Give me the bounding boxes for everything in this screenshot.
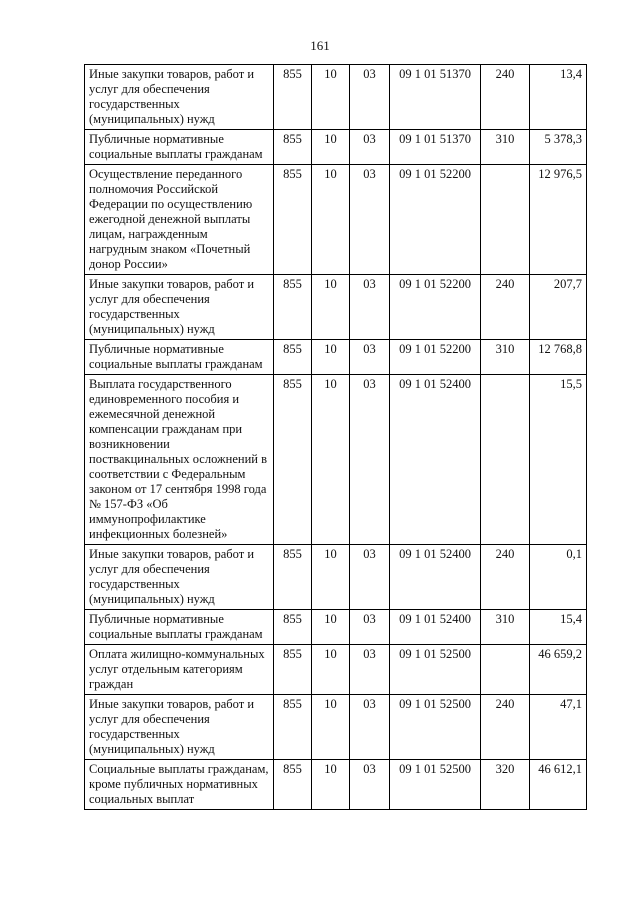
expense-type-cell: 320 (481, 760, 530, 810)
amount-cell: 12 768,8 (530, 340, 587, 375)
ministry-code-cell: 855 (274, 645, 312, 695)
subsection-code-cell: 03 (350, 375, 390, 545)
target-code-cell: 09 1 01 52400 (390, 375, 481, 545)
amount-cell: 5 378,3 (530, 130, 587, 165)
section-code-cell: 10 (312, 275, 350, 340)
amount-cell: 12 976,5 (530, 165, 587, 275)
page-number: 161 (310, 38, 330, 53)
ministry-code-cell: 855 (274, 340, 312, 375)
subsection-code-cell: 03 (350, 275, 390, 340)
expense-name-cell: Иные закупки товаров, работ и услуг для обеспечения государственных (муниципальных) нужд (85, 695, 274, 760)
expense-type-cell: 310 (481, 130, 530, 165)
expense-type-cell: 310 (481, 340, 530, 375)
amount-cell: 0,1 (530, 545, 587, 610)
expense-name-cell: Иные закупки товаров, работ и услуг для обеспечения государственных (муниципальных) нужд (85, 545, 274, 610)
amount-cell: 207,7 (530, 275, 587, 340)
table-row (85, 645, 587, 695)
expense-name-cell: Иные закупки товаров, работ и услуг для обеспечения государственных (муниципальных) нужд (85, 65, 274, 130)
target-code-cell: 09 1 01 51370 (390, 65, 481, 130)
table-row (85, 65, 587, 130)
table-row (85, 165, 587, 275)
amount-cell: 46 612,1 (530, 760, 587, 810)
expense-type-cell (481, 165, 530, 275)
table-row (85, 340, 587, 375)
target-code-cell: 09 1 01 51370 (390, 130, 481, 165)
ministry-code-cell: 855 (274, 165, 312, 275)
target-code-cell: 09 1 01 52500 (390, 645, 481, 695)
expense-name-cell: Публичные нормативные социальные выплаты гражданам (85, 130, 274, 165)
section-code-cell: 10 (312, 130, 350, 165)
ministry-code-cell: 855 (274, 760, 312, 810)
amount-cell: 15,5 (530, 375, 587, 545)
ministry-code-cell: 855 (274, 275, 312, 340)
table-row (85, 695, 587, 760)
expense-name-cell: Оплата жилищно-коммунальных услуг отдельным категориям граждан (85, 645, 274, 695)
expense-type-cell: 240 (481, 695, 530, 760)
section-code-cell: 10 (312, 695, 350, 760)
expense-type-cell: 240 (481, 545, 530, 610)
section-code-cell: 10 (312, 760, 350, 810)
subsection-code-cell: 03 (350, 645, 390, 695)
table-row (85, 130, 587, 165)
expense-name-cell: Выплата государственного единовременного пособия и ежемесячной денежной компенсации гражданам при возникновении поствакцинальных осложнений в соответствии с Федеральным законом от 17 сентября 1998 года № 157-ФЗ «Об иммунопрофилактике инфекционных болезней» (85, 375, 274, 545)
target-code-cell: 09 1 01 52500 (390, 695, 481, 760)
expense-name-cell: Осуществление переданного полномочия Российской Федерации по осуществлению ежегодной денежной выплаты лицам, награжденным нагрудным знаком «Почетный донор России» (85, 165, 274, 275)
expense-name-cell: Публичные нормативные социальные выплаты гражданам (85, 340, 274, 375)
section-code-cell: 10 (312, 340, 350, 375)
subsection-code-cell: 03 (350, 760, 390, 810)
expense-name-cell: Публичные нормативные социальные выплаты гражданам (85, 610, 274, 645)
table-body (85, 65, 587, 810)
section-code-cell: 10 (312, 545, 350, 610)
table-row (85, 760, 587, 810)
subsection-code-cell: 03 (350, 65, 390, 130)
section-code-cell: 10 (312, 165, 350, 275)
target-code-cell: 09 1 01 52200 (390, 340, 481, 375)
amount-cell: 46 659,2 (530, 645, 587, 695)
table-row (85, 610, 587, 645)
target-code-cell: 09 1 01 52400 (390, 545, 481, 610)
ministry-code-cell: 855 (274, 545, 312, 610)
target-code-cell: 09 1 01 52400 (390, 610, 481, 645)
subsection-code-cell: 03 (350, 340, 390, 375)
expense-name-cell: Иные закупки товаров, работ и услуг для обеспечения государственных (муниципальных) нужд (85, 275, 274, 340)
ministry-code-cell: 855 (274, 610, 312, 645)
subsection-code-cell: 03 (350, 130, 390, 165)
subsection-code-cell: 03 (350, 695, 390, 760)
section-code-cell: 10 (312, 645, 350, 695)
table-row (85, 545, 587, 610)
expense-type-cell: 310 (481, 610, 530, 645)
amount-cell: 13,4 (530, 65, 587, 130)
table-row (85, 275, 587, 340)
expense-type-cell: 240 (481, 65, 530, 130)
target-code-cell: 09 1 01 52200 (390, 275, 481, 340)
ministry-code-cell: 855 (274, 65, 312, 130)
expense-name-cell: Социальные выплаты гражданам, кроме публичных нормативных социальных выплат (85, 760, 274, 810)
target-code-cell: 09 1 01 52500 (390, 760, 481, 810)
ministry-code-cell: 855 (274, 130, 312, 165)
expense-type-cell (481, 375, 530, 545)
target-code-cell: 09 1 01 52200 (390, 165, 481, 275)
subsection-code-cell: 03 (350, 165, 390, 275)
expense-type-cell: 240 (481, 275, 530, 340)
amount-cell: 47,1 (530, 695, 587, 760)
budget-table (84, 64, 587, 810)
ministry-code-cell: 855 (274, 695, 312, 760)
ministry-code-cell: 855 (274, 375, 312, 545)
section-code-cell: 10 (312, 65, 350, 130)
amount-cell: 15,4 (530, 610, 587, 645)
section-code-cell: 10 (312, 375, 350, 545)
table-row (85, 375, 587, 545)
expense-type-cell (481, 645, 530, 695)
section-code-cell: 10 (312, 610, 350, 645)
subsection-code-cell: 03 (350, 545, 390, 610)
subsection-code-cell: 03 (350, 610, 390, 645)
